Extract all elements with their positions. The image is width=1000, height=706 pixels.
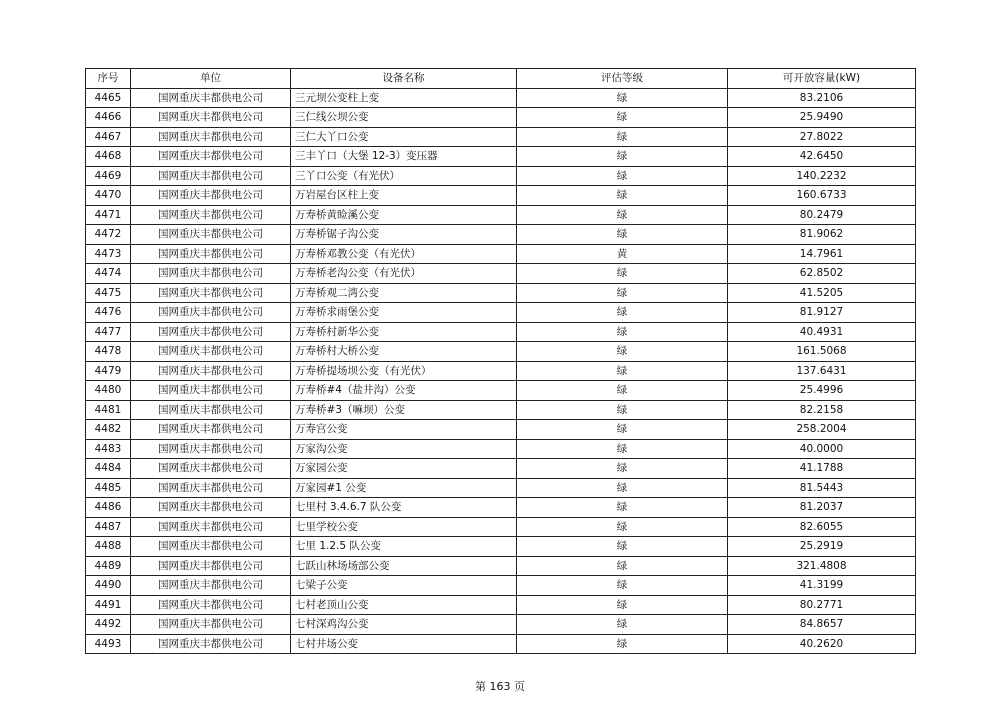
cell-unit: 国网重庆丰都供电公司 — [131, 556, 291, 576]
cell-grade: 绿 — [517, 556, 728, 576]
header-grade: 评估等级 — [517, 69, 728, 89]
cell-seq: 4471 — [86, 205, 131, 225]
cell-grade: 绿 — [517, 166, 728, 186]
cell-grade: 绿 — [517, 498, 728, 518]
cell-capacity: 137.6431 — [728, 361, 916, 381]
cell-seq: 4467 — [86, 127, 131, 147]
cell-unit: 国网重庆丰都供电公司 — [131, 205, 291, 225]
capacity-table — [85, 68, 916, 654]
table-row — [86, 322, 916, 342]
cell-unit: 国网重庆丰都供电公司 — [131, 439, 291, 459]
table-row — [86, 361, 916, 381]
table-row — [86, 108, 916, 128]
cell-device: 万寿桥老沟公变（有光伏） — [291, 264, 517, 284]
cell-grade: 绿 — [517, 186, 728, 206]
page-number: 第 163 页 — [475, 680, 525, 693]
cell-unit: 国网重庆丰都供电公司 — [131, 498, 291, 518]
cell-grade: 绿 — [517, 127, 728, 147]
cell-seq: 4476 — [86, 303, 131, 323]
cell-capacity: 140.2232 — [728, 166, 916, 186]
table-row — [86, 634, 916, 654]
table-body — [86, 88, 916, 654]
cell-seq: 4468 — [86, 147, 131, 167]
cell-seq: 4480 — [86, 381, 131, 401]
cell-device: 万家园#1 公变 — [291, 478, 517, 498]
cell-capacity: 160.6733 — [728, 186, 916, 206]
cell-grade: 绿 — [517, 283, 728, 303]
cell-unit: 国网重庆丰都供电公司 — [131, 108, 291, 128]
cell-grade: 绿 — [517, 420, 728, 440]
cell-capacity: 25.9490 — [728, 108, 916, 128]
cell-seq: 4484 — [86, 459, 131, 479]
cell-unit: 国网重庆丰都供电公司 — [131, 595, 291, 615]
cell-unit: 国网重庆丰都供电公司 — [131, 361, 291, 381]
table-row — [86, 517, 916, 537]
cell-grade: 绿 — [517, 303, 728, 323]
cell-unit: 国网重庆丰都供电公司 — [131, 88, 291, 108]
cell-seq: 4490 — [86, 576, 131, 596]
cell-seq: 4477 — [86, 322, 131, 342]
cell-device: 万寿桥观二湾公变 — [291, 283, 517, 303]
cell-device: 三仁线公坝公变 — [291, 108, 517, 128]
table-row — [86, 225, 916, 245]
cell-unit: 国网重庆丰都供电公司 — [131, 303, 291, 323]
cell-device: 万家园公变 — [291, 459, 517, 479]
cell-device: 三仁大丫口公变 — [291, 127, 517, 147]
cell-unit: 国网重庆丰都供电公司 — [131, 459, 291, 479]
cell-device: 万寿桥村大桥公变 — [291, 342, 517, 362]
cell-device: 七里 1.2.5 队公变 — [291, 537, 517, 557]
table-row — [86, 459, 916, 479]
cell-seq: 4483 — [86, 439, 131, 459]
cell-unit: 国网重庆丰都供电公司 — [131, 147, 291, 167]
table-row — [86, 283, 916, 303]
cell-grade: 绿 — [517, 205, 728, 225]
cell-seq: 4485 — [86, 478, 131, 498]
cell-capacity: 41.1788 — [728, 459, 916, 479]
cell-seq: 4486 — [86, 498, 131, 518]
cell-unit: 国网重庆丰都供电公司 — [131, 322, 291, 342]
cell-unit: 国网重庆丰都供电公司 — [131, 244, 291, 264]
cell-grade: 绿 — [517, 459, 728, 479]
cell-capacity: 81.5443 — [728, 478, 916, 498]
cell-unit: 国网重庆丰都供电公司 — [131, 478, 291, 498]
table-row — [86, 381, 916, 401]
cell-seq: 4466 — [86, 108, 131, 128]
cell-device: 七里村 3.4.6.7 队公变 — [291, 498, 517, 518]
cell-capacity: 25.4996 — [728, 381, 916, 401]
cell-capacity: 84.8657 — [728, 615, 916, 635]
cell-capacity: 321.4808 — [728, 556, 916, 576]
cell-grade: 绿 — [517, 478, 728, 498]
cell-grade: 绿 — [517, 342, 728, 362]
table-row — [86, 615, 916, 635]
cell-seq: 4487 — [86, 517, 131, 537]
table-row — [86, 303, 916, 323]
cell-unit: 国网重庆丰都供电公司 — [131, 264, 291, 284]
cell-device: 万家沟公变 — [291, 439, 517, 459]
table-row — [86, 420, 916, 440]
cell-seq: 4469 — [86, 166, 131, 186]
table-row — [86, 342, 916, 362]
cell-grade: 绿 — [517, 615, 728, 635]
cell-unit: 国网重庆丰都供电公司 — [131, 576, 291, 596]
cell-device: 万寿桥提场坝公变（有光伏） — [291, 361, 517, 381]
cell-device: 七梁子公变 — [291, 576, 517, 596]
cell-capacity: 80.2479 — [728, 205, 916, 225]
table-row — [86, 205, 916, 225]
cell-capacity: 62.8502 — [728, 264, 916, 284]
cell-device: 七村井场公变 — [291, 634, 517, 654]
cell-grade: 绿 — [517, 400, 728, 420]
cell-device: 万寿桥村新华公变 — [291, 322, 517, 342]
cell-capacity: 40.0000 — [728, 439, 916, 459]
cell-grade: 绿 — [517, 264, 728, 284]
cell-grade: 绿 — [517, 537, 728, 557]
cell-capacity: 80.2771 — [728, 595, 916, 615]
cell-seq: 4473 — [86, 244, 131, 264]
cell-seq: 4472 — [86, 225, 131, 245]
cell-capacity: 258.2004 — [728, 420, 916, 440]
cell-unit: 国网重庆丰都供电公司 — [131, 381, 291, 401]
cell-unit: 国网重庆丰都供电公司 — [131, 634, 291, 654]
cell-grade: 绿 — [517, 88, 728, 108]
cell-grade: 绿 — [517, 439, 728, 459]
cell-device: 三丫口公变（有光伏） — [291, 166, 517, 186]
cell-grade: 绿 — [517, 634, 728, 654]
cell-grade: 绿 — [517, 147, 728, 167]
cell-grade: 绿 — [517, 225, 728, 245]
cell-unit: 国网重庆丰都供电公司 — [131, 283, 291, 303]
table-row — [86, 147, 916, 167]
cell-grade: 绿 — [517, 595, 728, 615]
cell-unit: 国网重庆丰都供电公司 — [131, 517, 291, 537]
cell-device: 万寿桥邓教公变（有光伏） — [291, 244, 517, 264]
cell-device: 七里学校公变 — [291, 517, 517, 537]
table-row — [86, 556, 916, 576]
cell-device: 万寿桥求雨堡公变 — [291, 303, 517, 323]
cell-unit: 国网重庆丰都供电公司 — [131, 166, 291, 186]
cell-unit: 国网重庆丰都供电公司 — [131, 420, 291, 440]
cell-seq: 4470 — [86, 186, 131, 206]
cell-capacity: 40.2620 — [728, 634, 916, 654]
cell-capacity: 81.9062 — [728, 225, 916, 245]
cell-device: 万岩屋台区柱上变 — [291, 186, 517, 206]
cell-capacity: 81.2037 — [728, 498, 916, 518]
cell-grade: 绿 — [517, 381, 728, 401]
cell-capacity: 25.2919 — [728, 537, 916, 557]
cell-unit: 国网重庆丰都供电公司 — [131, 186, 291, 206]
cell-unit: 国网重庆丰都供电公司 — [131, 537, 291, 557]
cell-seq: 4489 — [86, 556, 131, 576]
cell-grade: 绿 — [517, 322, 728, 342]
cell-device: 万寿桥#3（嘛坝）公变 — [291, 400, 517, 420]
table-row — [86, 400, 916, 420]
cell-capacity: 82.2158 — [728, 400, 916, 420]
table-row — [86, 244, 916, 264]
cell-unit: 国网重庆丰都供电公司 — [131, 342, 291, 362]
header-seq: 序号 — [86, 69, 131, 89]
cell-capacity: 41.5205 — [728, 283, 916, 303]
cell-seq: 4488 — [86, 537, 131, 557]
cell-seq: 4482 — [86, 420, 131, 440]
cell-grade: 绿 — [517, 361, 728, 381]
cell-grade: 绿 — [517, 576, 728, 596]
table-row — [86, 186, 916, 206]
table-row — [86, 595, 916, 615]
cell-seq: 4474 — [86, 264, 131, 284]
cell-device: 万寿桥锯子沟公变 — [291, 225, 517, 245]
cell-seq: 4465 — [86, 88, 131, 108]
cell-device: 万寿宫公变 — [291, 420, 517, 440]
cell-seq: 4479 — [86, 361, 131, 381]
cell-capacity: 83.2106 — [728, 88, 916, 108]
table-row — [86, 439, 916, 459]
cell-grade: 绿 — [517, 517, 728, 537]
cell-seq: 4491 — [86, 595, 131, 615]
cell-unit: 国网重庆丰都供电公司 — [131, 225, 291, 245]
cell-capacity: 42.6450 — [728, 147, 916, 167]
table-row — [86, 264, 916, 284]
cell-capacity: 14.7961 — [728, 244, 916, 264]
cell-device: 三元坝公变柱上变 — [291, 88, 517, 108]
table-row — [86, 127, 916, 147]
header-capacity: 可开放容量(kW) — [728, 69, 916, 89]
cell-device: 三丰丫口（大堡 12-3）变压器 — [291, 147, 517, 167]
table-row — [86, 498, 916, 518]
cell-capacity: 81.9127 — [728, 303, 916, 323]
cell-device: 七村老顶山公变 — [291, 595, 517, 615]
cell-grade: 黄 — [517, 244, 728, 264]
cell-capacity: 82.6055 — [728, 517, 916, 537]
cell-capacity: 41.3199 — [728, 576, 916, 596]
cell-seq: 4481 — [86, 400, 131, 420]
header-unit: 单位 — [131, 69, 291, 89]
cell-device: 万寿桥#4（盐井沟）公变 — [291, 381, 517, 401]
cell-unit: 国网重庆丰都供电公司 — [131, 615, 291, 635]
cell-grade: 绿 — [517, 108, 728, 128]
cell-unit: 国网重庆丰都供电公司 — [131, 400, 291, 420]
cell-seq: 4478 — [86, 342, 131, 362]
table-row — [86, 166, 916, 186]
cell-device: 七村深鸡沟公变 — [291, 615, 517, 635]
cell-device: 万寿桥黄睑溪公变 — [291, 205, 517, 225]
cell-capacity: 161.5068 — [728, 342, 916, 362]
cell-seq: 4493 — [86, 634, 131, 654]
cell-capacity: 40.4931 — [728, 322, 916, 342]
header-device: 设备名称 — [291, 69, 517, 89]
cell-seq: 4475 — [86, 283, 131, 303]
cell-unit: 国网重庆丰都供电公司 — [131, 127, 291, 147]
table-row — [86, 576, 916, 596]
table-row — [86, 88, 916, 108]
cell-seq: 4492 — [86, 615, 131, 635]
table-header-row — [86, 69, 916, 89]
table-row — [86, 478, 916, 498]
cell-device: 七跃山林场场部公变 — [291, 556, 517, 576]
table-row — [86, 537, 916, 557]
cell-capacity: 27.8022 — [728, 127, 916, 147]
